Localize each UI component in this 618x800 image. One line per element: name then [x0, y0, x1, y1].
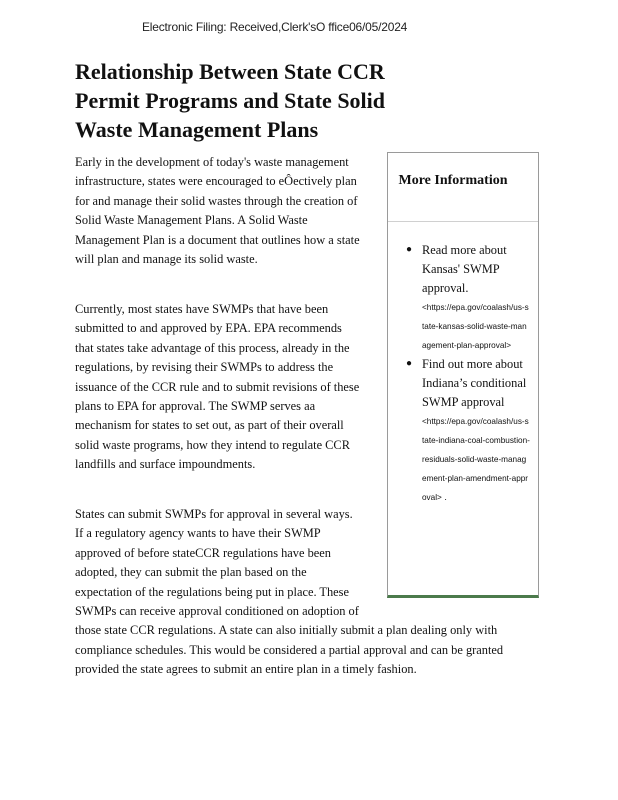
paragraph-current-status: Currently, most states have SWMPs that have been submitted to and approved by EPA. EPA recommends that states take advantage of this process, already in the regulations, by revising their SWMPs to address the issuance of the CCR rule and to submit revisions of these plans to EPA for approval. The SWMP serves aa mechanism for states to set out, as part of their overall solid waste programs, how they intend to regulate CCR landfills and surface impoundments.: [75, 302, 360, 472]
link-suffix: .: [441, 492, 447, 502]
sidebar-item-indiana: [400, 355, 530, 507]
filing-stamp: Electronic Filing: Received,Clerk'sO ffice06/05/2024: [142, 20, 408, 34]
paragraph-intro: Early in the development of today's waste management infrastructure, states were encouraged to eÔectively plan for and manage their solid wastes through the creation of Solid Waste Management Plans. A Solid Waste Management Plan is a document that outlines how a state will plan and manage its solid waste.: [75, 155, 360, 267]
more-information-sidebar: [387, 152, 539, 598]
sidebar-item-label: Find out more about Indiana’s conditional SWMP approval: [422, 357, 527, 409]
bullet-icon: ●: [406, 358, 413, 369]
page-title: Relationship Between State CCR Permit Programs and State Solid Waste Management Plans: [75, 59, 386, 142]
sidebar-title: More Information: [398, 173, 508, 188]
bullet-icon: ●: [406, 244, 413, 255]
sidebar-item-kansas: [400, 241, 530, 355]
indiana-swmp-link-text[interactable]: <https://epa.gov/coalash/us-state-indiana-coal-combustion-residuals-solid-waste-management-plan-amendment-approval>: [422, 417, 530, 502]
sidebar-link-list: [400, 241, 530, 507]
kansas-swmp-link[interactable]: <https://epa.gov/coalash/us-state-kansas-solid-waste-management-plan-approval>: [422, 303, 529, 350]
paragraph-submission-text: States can submit SWMPs for approval in several ways. If a regulatory agency wants to have their SWMP approved of before stateCCR regulations have been adopted, they can submit the plan based on the expectation of the regulations being put in place. These SWMPs can receive approval conditioned on adoption of those state CCR regulations. A state can also initially submit a plan dealing only with compliance schedules. This would be considered a partial approval and can be granted provided the state agrees to submit an entire plan in a timely fashion.: [75, 507, 504, 677]
sidebar-divider: [388, 221, 538, 222]
indiana-swmp-link[interactable]: [422, 412, 530, 507]
sidebar-item-label: Read more about Kansas' SWMP approval.: [422, 243, 507, 295]
